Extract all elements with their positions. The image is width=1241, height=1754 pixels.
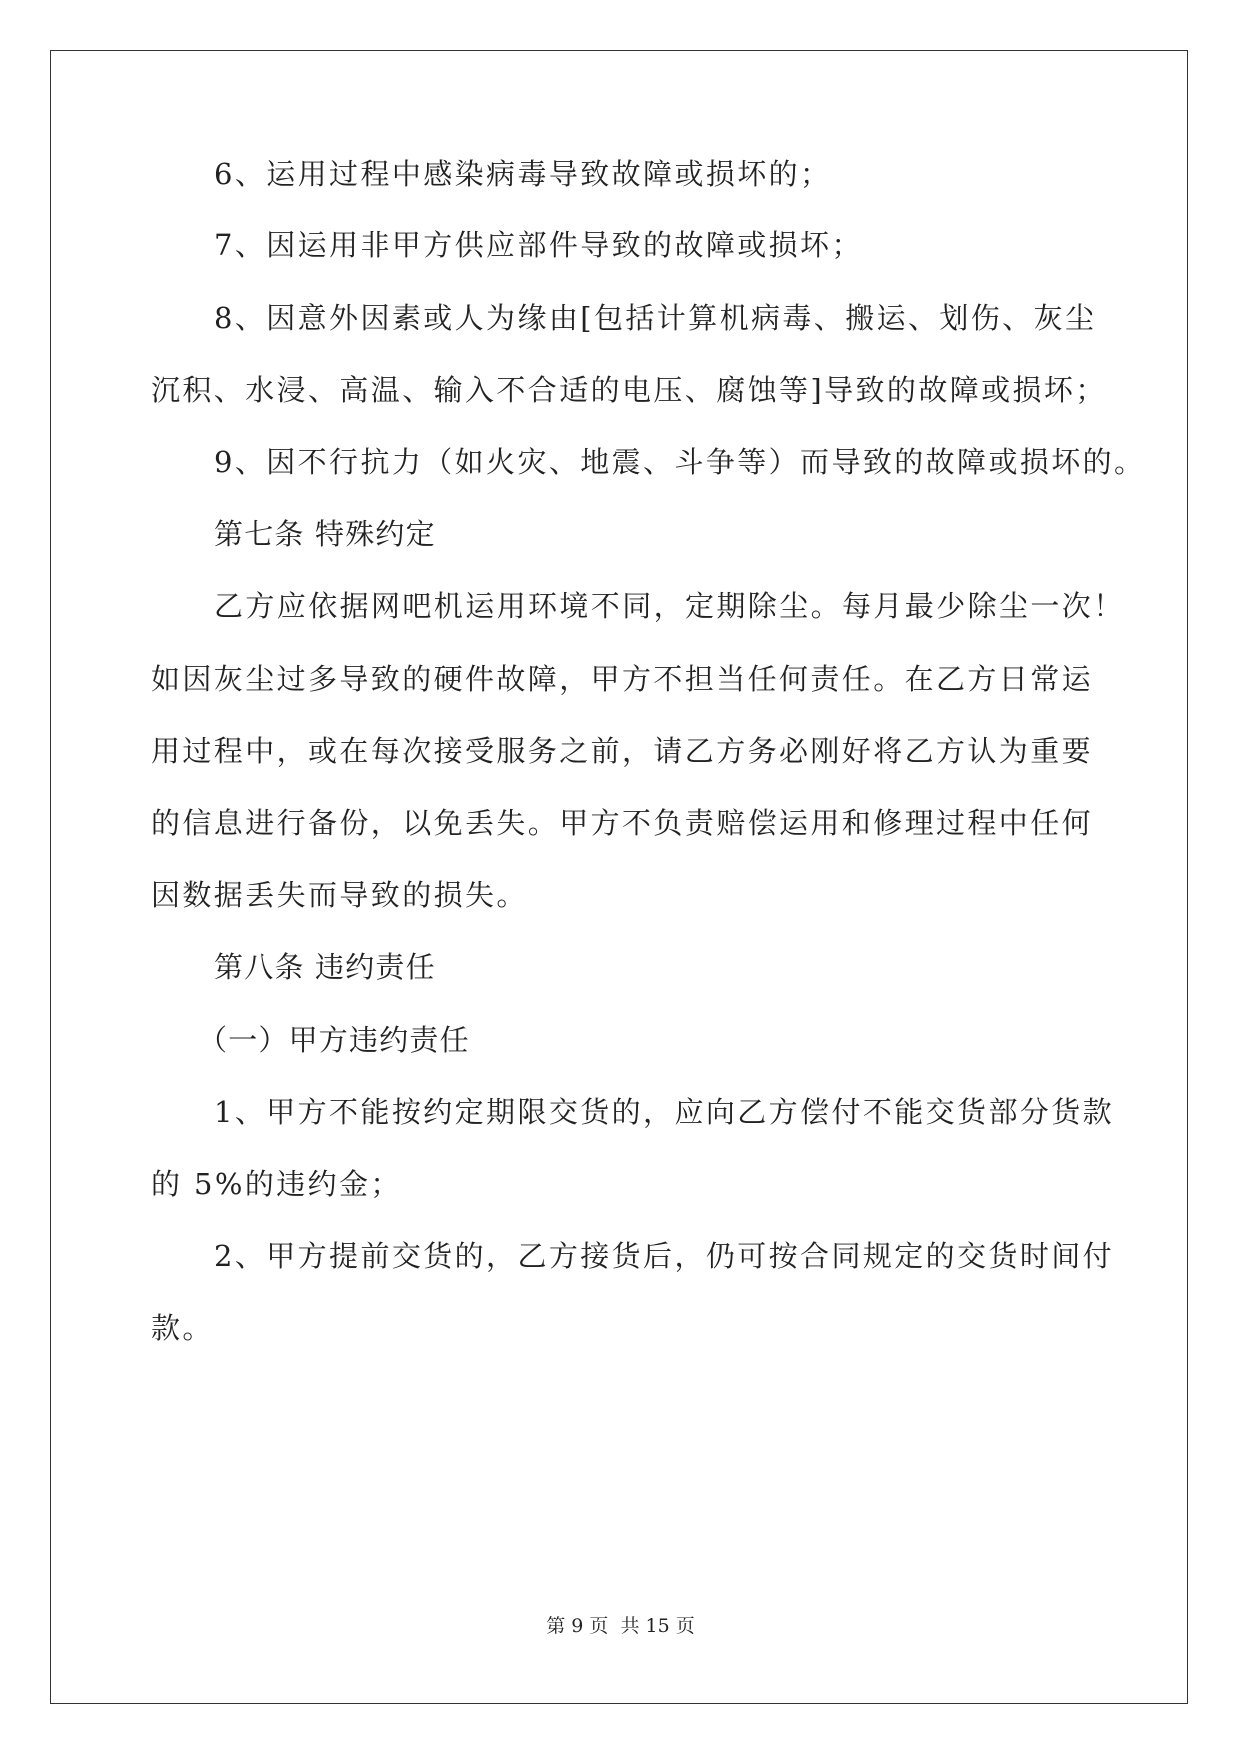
article-7-paragraph-line-5: 因数据丢失而导致的损失。 [151,878,528,912]
liability-item-1-line-1: 1、甲方不能按约定期限交货的，应向乙方偿付不能交货部分货款 [214,1095,1115,1129]
liability-item-1-line-2: 的 5%的违约金； [151,1167,402,1201]
page-footer [0,1614,1241,1638]
article-7-paragraph-line-2: 如因灰尘过多导致的硬件故障，甲方不担当任何责任。在乙方日常运 [151,662,1094,696]
clause-item-9: 9、因不行抗力（如火灾、地震、斗争等）而导致的故障或损坏的。 [214,445,1146,479]
clause-item-8-line-1: 8、因意外因素或人为缘由[包括计算机病毒、搬运、划伤、灰尘 [214,301,1097,335]
article-7-paragraph-line-1: 乙方应依据网吧机运用环境不同，定期除尘。每月最少除尘一次！ [214,589,1125,623]
clause-item-8-line-2: 沉积、水浸、高温、输入不合适的电压、腐蚀等]导致的故障或损坏； [151,373,1107,407]
clause-item-7: 7、因运用非甲方供应部件导致的故障或损坏； [214,228,863,262]
article-7-paragraph-line-3: 用过程中，或在每次接受服务之前，请乙方务必刚好将乙方认为重要 [151,734,1094,768]
article-7-paragraph-line-4: 的信息进行备份，以免丢失。甲方不负责赔偿运用和修理过程中任何 [151,806,1094,840]
article-7-heading: 第七条 特殊约定 [214,517,436,551]
page-total: 共 15 页 [620,1615,695,1637]
page-number: 第 9 页 [546,1615,609,1637]
party-a-liability-heading: （一）甲方违约责任 [198,1023,470,1057]
clause-item-6: 6、运用过程中感染病毒导致故障或损坏的； [214,157,832,191]
liability-item-2-line-2: 款。 [151,1311,214,1345]
article-8-heading: 第八条 违约责任 [214,950,436,984]
liability-item-2-line-1: 2、甲方提前交货的，乙方接货后，仍可按合同规定的交货时间付 [214,1239,1115,1273]
